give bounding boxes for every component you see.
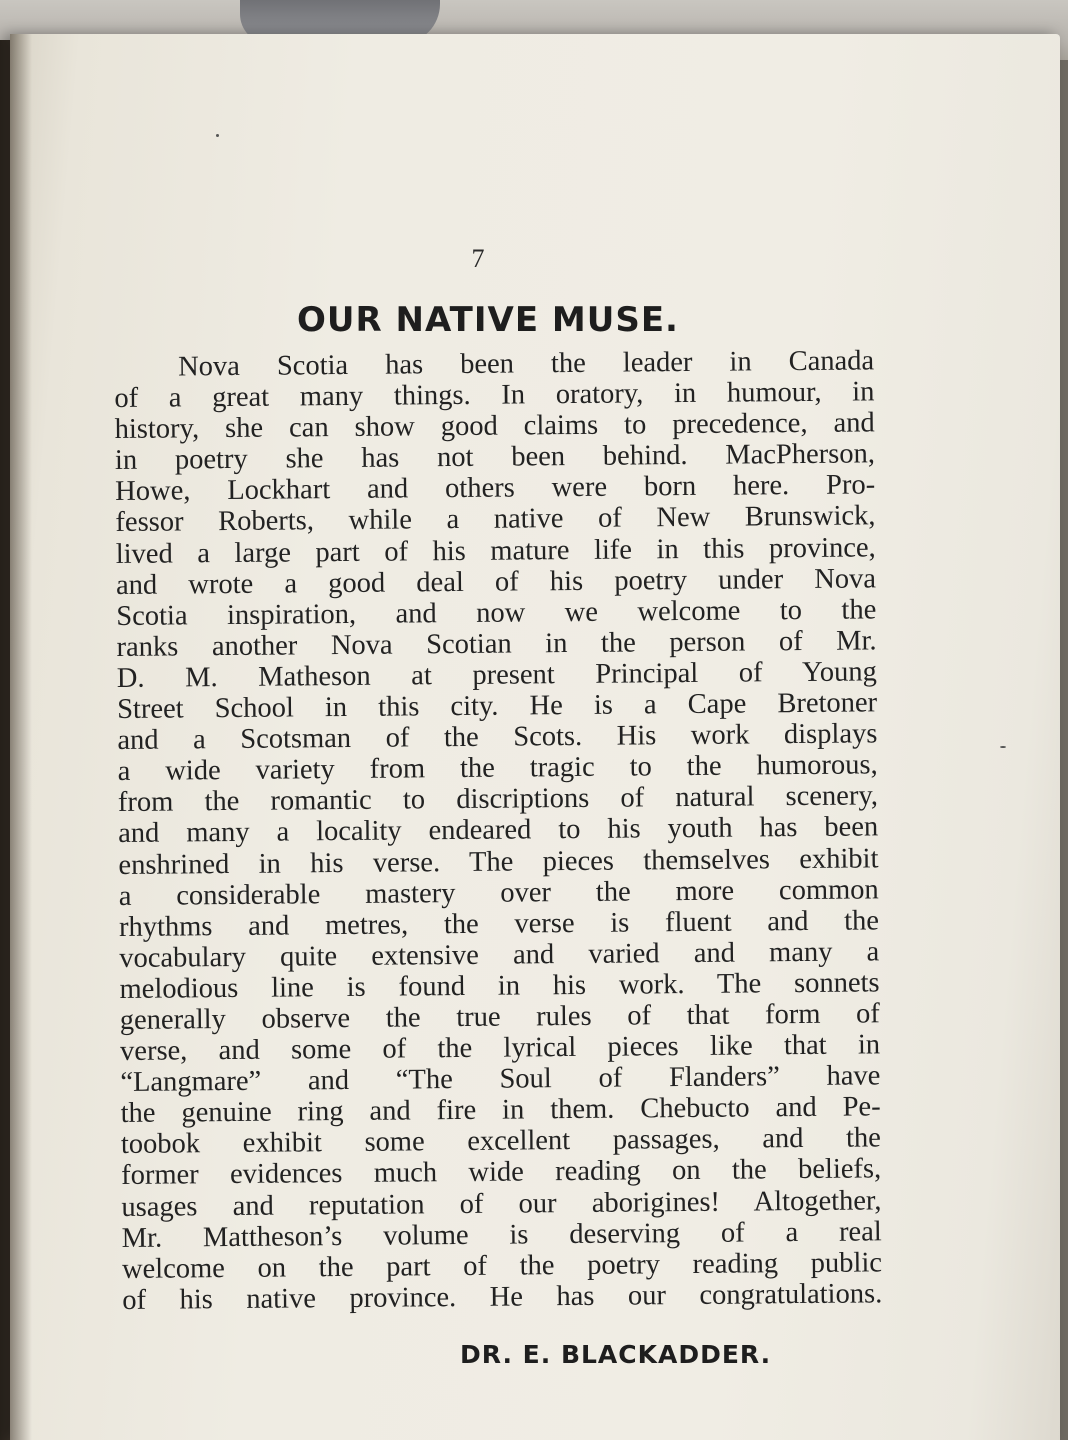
text-line: usages and reputation of our aborigines! Altogether, (121, 1184, 882, 1223)
article-title: OUR NATIVE MUSE. (297, 300, 679, 340)
text-line: a wide variety from the tragic to the humorous, (117, 749, 878, 788)
book-page (10, 34, 1060, 1440)
text-line: and a Scotsman of the Scots. His work displays (117, 718, 878, 757)
text-line: Mr. Mattheson’s volume is deserving of a real (121, 1215, 882, 1254)
article-body (114, 345, 882, 1316)
text-line: “Langmare” and “The Soul of Flanders” have (120, 1060, 881, 1099)
text-line: and many a locality endeared to his youth has been (118, 811, 879, 850)
page-number: 7 (471, 244, 485, 273)
text-line: welcome on the part of the poetry reading public (121, 1247, 883, 1285)
paper-speck (216, 134, 219, 137)
author-signature: DR. E. BLACKADDER. (460, 1340, 772, 1369)
text-line: a considerable mastery over the more common (118, 873, 879, 912)
text-line: from the romantic to discriptions of natural scenery, (117, 780, 879, 819)
text-line: former evidences much wide reading on the beliefs, (121, 1153, 882, 1192)
text-line: in poetry she has not been behind. MacPherson, (114, 438, 876, 477)
text-line: the genuine ring and fire in them. Chebucto and Pe- (120, 1091, 881, 1130)
text-line: Scotia inspiration, and now we welcome to the (116, 594, 877, 632)
text-line: toobok exhibit some excellent passages, and the (120, 1122, 882, 1161)
text-line: verse, and some of the lyrical pieces like that in (119, 1029, 881, 1068)
text-line: and wrote a good deal of his poetry under Nova (115, 563, 877, 601)
page-gutter-shadow (10, 34, 32, 1440)
text-line: generally observe the true rules of that form of (119, 998, 880, 1036)
text-line: ranks another Nova Scotian in the person of Mr. (116, 625, 877, 663)
paper-speck (1000, 746, 1006, 748)
text-line: of his native province. He has our congratulations. (122, 1278, 883, 1316)
text-line: rhythms and metres, the verse is fluent and the (118, 905, 880, 943)
text-line: fessor Roberts, while a native of New Brunswick, (115, 500, 876, 539)
text-line: lived a large part of his mature life in this province, (115, 531, 876, 570)
text-line: Nova Scotia has been the leader in Canada (177, 345, 875, 383)
text-line: D. M. Matheson at present Principal of Young (116, 656, 877, 694)
text-line: melodious line is found in his work. The sonnets (119, 967, 880, 1005)
text-line: Street School in this city. He is a Cape Bretoner (116, 687, 878, 726)
text-line: of a great many things. In oratory, in humour, in (114, 376, 875, 415)
text-line: Howe, Lockhart and others were born here. Pro- (115, 469, 876, 508)
text-line: enshrined in his verse. The pieces themselves exhibit (118, 842, 879, 881)
text-line: vocabulary quite extensive and varied and many a (119, 936, 880, 974)
text-line: history, she can show good claims to precedence, and (114, 407, 875, 446)
